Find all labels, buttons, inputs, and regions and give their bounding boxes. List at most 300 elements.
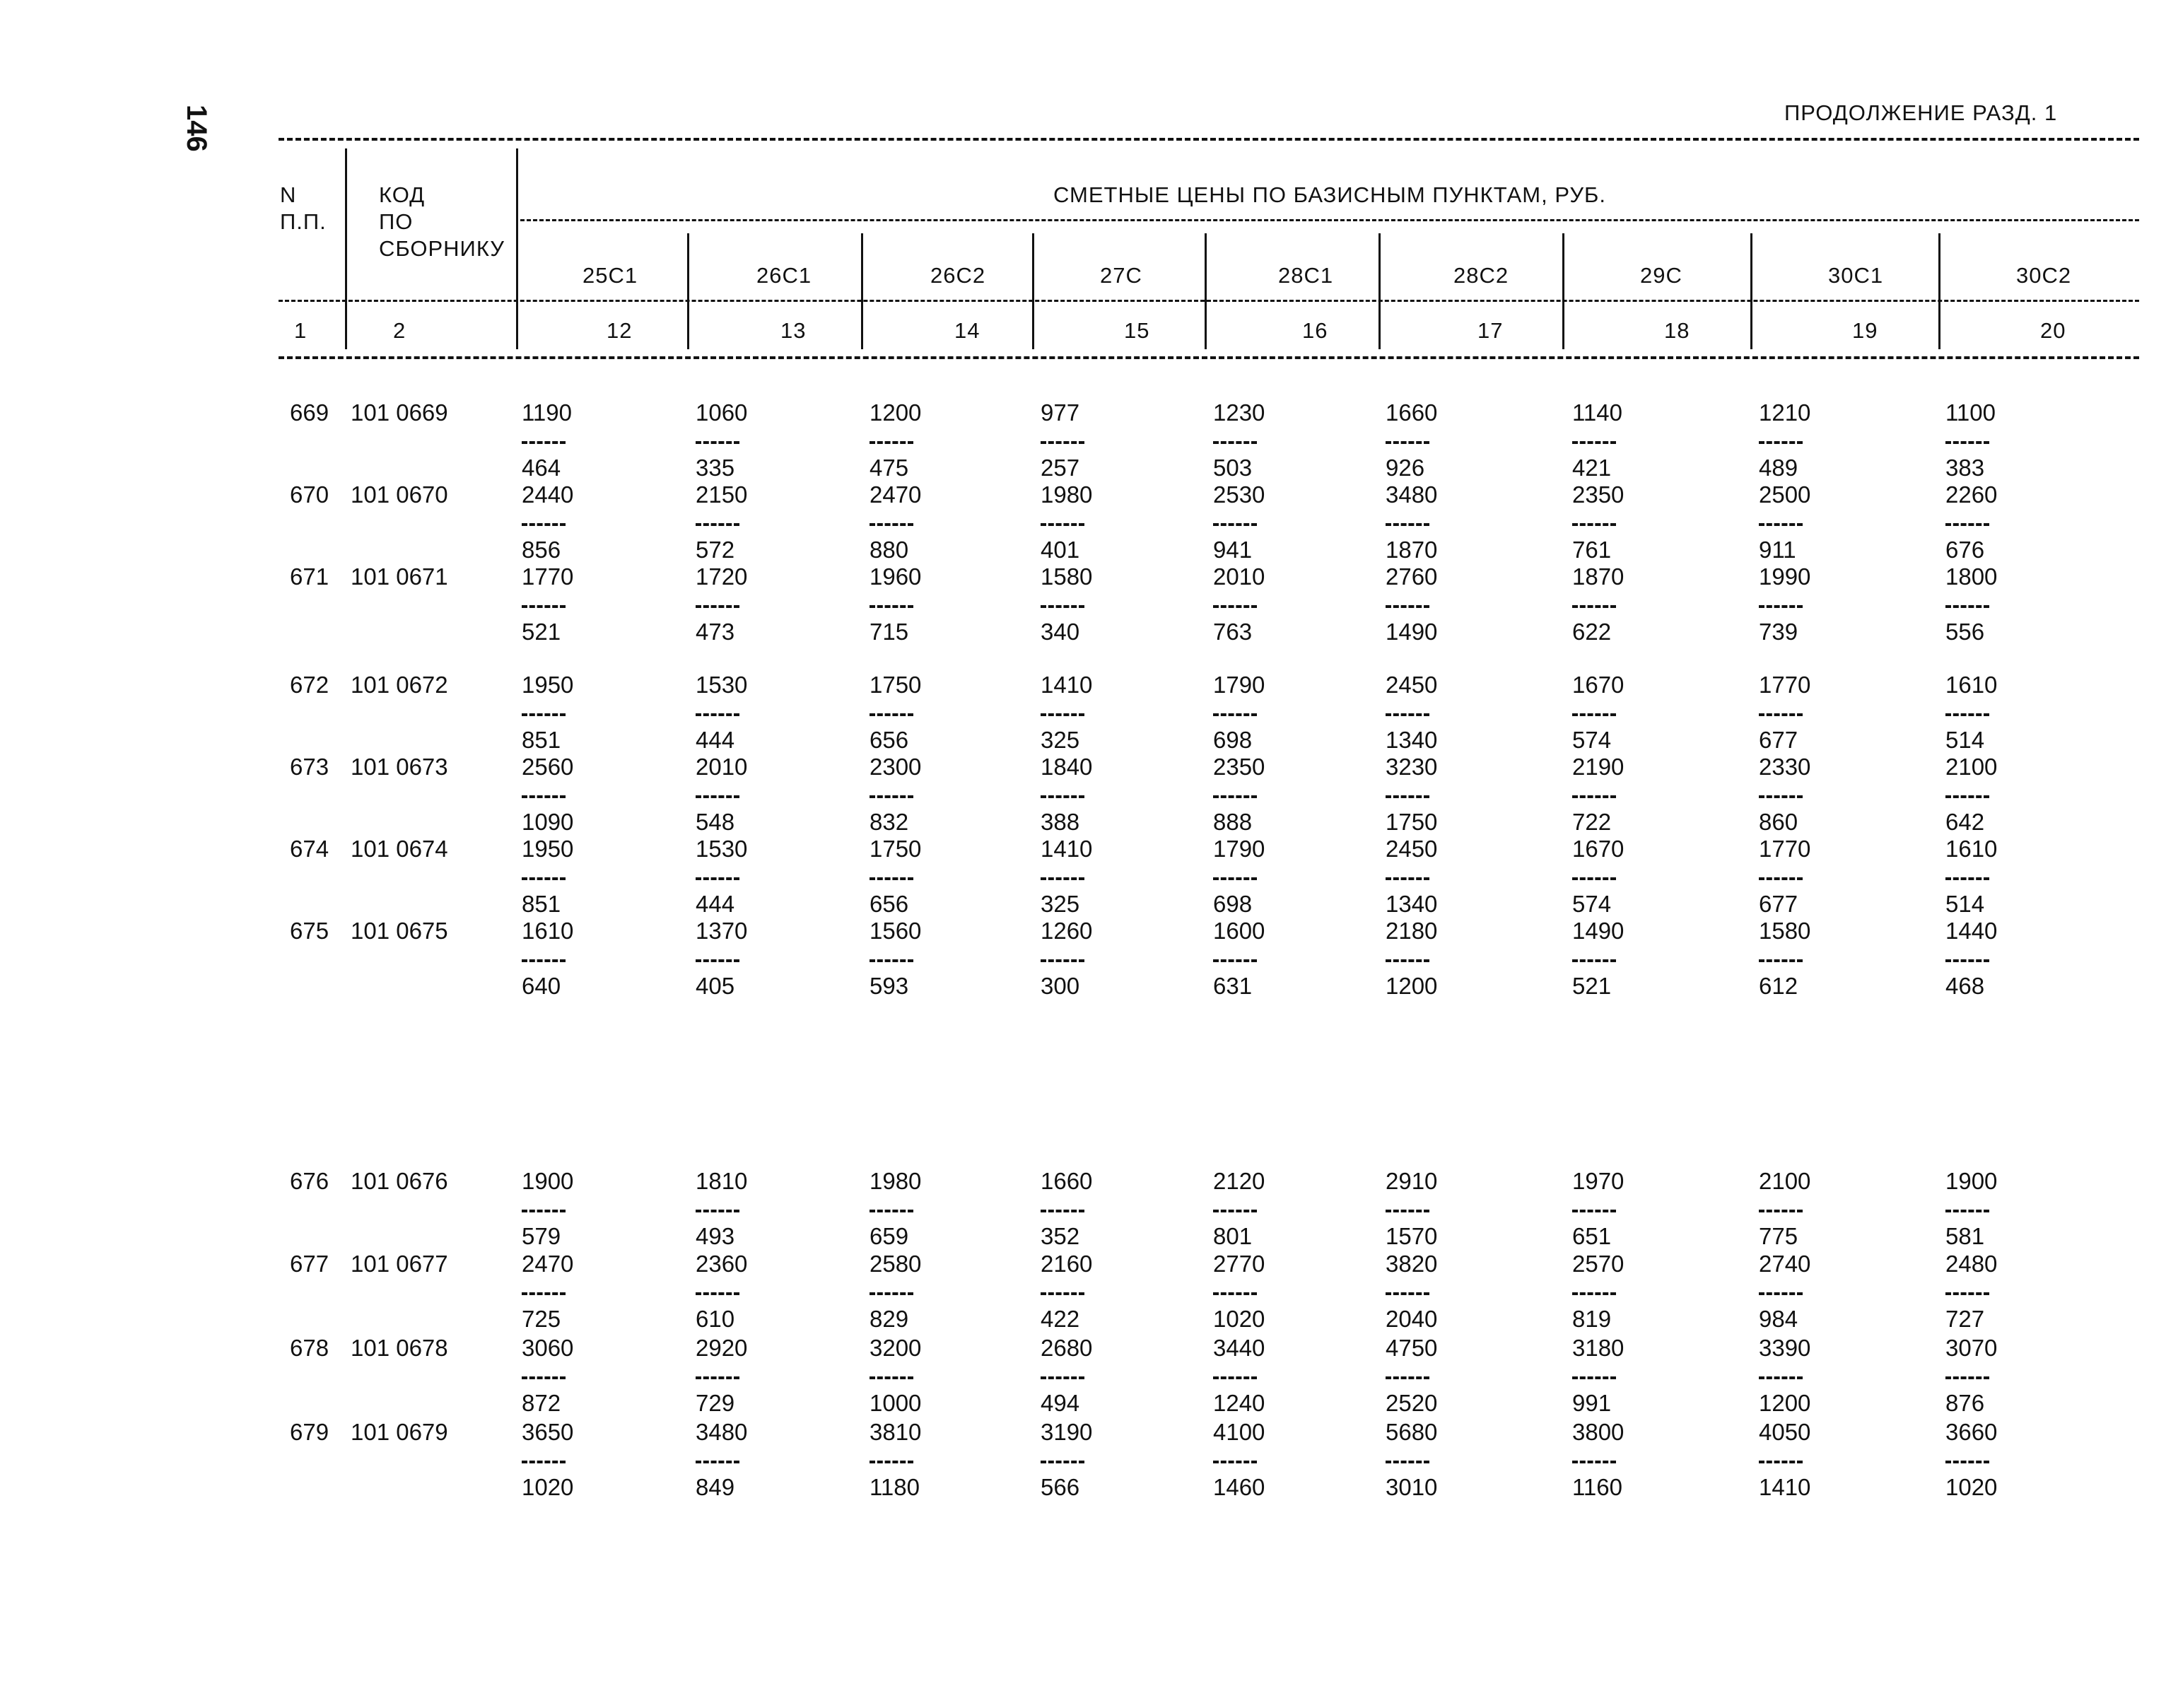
row-code: 101 0676 [351, 1168, 448, 1194]
price-wage: 775 [1759, 1223, 1798, 1249]
price-wage: 257 [1041, 455, 1080, 481]
price-wage: 1410 [1759, 1474, 1811, 1500]
price-wage: 801 [1213, 1223, 1253, 1249]
column-divider [1032, 233, 1034, 349]
row-number: 674 [290, 836, 329, 862]
fraction-bar [696, 1461, 739, 1463]
price-wage: 383 [1945, 455, 1985, 481]
price-total: 1790 [1213, 836, 1265, 862]
price-wage: 1570 [1386, 1223, 1438, 1249]
price-wage: 556 [1945, 619, 1985, 645]
price-wage: 422 [1041, 1306, 1080, 1332]
price-total: 2150 [696, 481, 748, 508]
price-total: 1750 [870, 836, 922, 862]
fraction-bar [1759, 1292, 1803, 1295]
price-wage: 725 [522, 1306, 561, 1332]
header-code-3: СБОРНИКУ [379, 236, 505, 261]
header-col-number: 20 [2040, 318, 2066, 343]
header-code-1: КОД [379, 182, 426, 207]
price-total: 1720 [696, 563, 748, 590]
fraction-bar [870, 1461, 913, 1463]
price-total: 2120 [1213, 1168, 1265, 1194]
price-wage: 761 [1572, 537, 1612, 563]
price-total: 3480 [1386, 481, 1438, 508]
rule-group [520, 219, 2139, 221]
price-total: 1970 [1572, 1168, 1624, 1194]
row-code: 101 0678 [351, 1335, 448, 1361]
price-total: 3800 [1572, 1419, 1624, 1445]
price-total: 2450 [1386, 672, 1438, 698]
price-wage: 421 [1572, 455, 1612, 481]
price-total: 4100 [1213, 1419, 1265, 1445]
fraction-bar [870, 795, 913, 798]
price-wage: 656 [870, 727, 909, 753]
fraction-bar [1386, 959, 1429, 962]
price-wage: 698 [1213, 727, 1253, 753]
price-total: 2530 [1213, 481, 1265, 508]
price-total: 2570 [1572, 1251, 1624, 1277]
price-total: 1490 [1572, 918, 1624, 944]
fraction-bar [522, 795, 566, 798]
fraction-bar [522, 441, 566, 444]
price-wage: 880 [870, 537, 909, 563]
fraction-bar [522, 1210, 566, 1212]
price-wage: 991 [1572, 1390, 1612, 1416]
price-total: 2450 [1386, 836, 1438, 862]
fraction-bar [1945, 441, 1989, 444]
price-wage: 489 [1759, 455, 1798, 481]
fraction-bar [1041, 441, 1084, 444]
fraction-bar [1041, 713, 1084, 716]
price-wage: 1020 [522, 1474, 574, 1500]
price-wage: 401 [1041, 537, 1080, 563]
price-wage: 388 [1041, 809, 1080, 835]
price-wage: 581 [1945, 1223, 1985, 1249]
price-total: 1610 [522, 918, 574, 944]
price-wage: 521 [522, 619, 561, 645]
price-total: 2440 [522, 481, 574, 508]
price-wage: 325 [1041, 727, 1080, 753]
row-code: 101 0679 [351, 1419, 448, 1445]
price-wage: 475 [870, 455, 909, 481]
fraction-bar [522, 1292, 566, 1295]
fraction-bar [1041, 877, 1084, 880]
fraction-bar [1759, 605, 1803, 608]
price-total: 1800 [1945, 563, 1998, 590]
fraction-bar [1572, 877, 1616, 880]
price-wage: 612 [1759, 973, 1798, 999]
price-wage: 872 [522, 1390, 561, 1416]
fraction-bar [870, 713, 913, 716]
price-wage: 521 [1572, 973, 1612, 999]
fraction-bar [696, 1210, 739, 1212]
fraction-bar [870, 877, 913, 880]
fraction-bar [696, 1376, 739, 1379]
fraction-bar [522, 1461, 566, 1463]
fraction-bar [1213, 441, 1257, 444]
fraction-bar [1759, 1376, 1803, 1379]
fraction-bar [1572, 1210, 1616, 1212]
price-total: 2910 [1386, 1168, 1438, 1194]
price-wage: 548 [696, 809, 735, 835]
fraction-bar [1945, 1292, 1989, 1295]
price-total: 2330 [1759, 754, 1811, 780]
row-number: 672 [290, 672, 329, 698]
price-total: 1190 [522, 399, 572, 426]
rule-header-mid [279, 300, 2139, 302]
fraction-bar [1572, 1376, 1616, 1379]
price-total: 3820 [1386, 1251, 1438, 1277]
fraction-bar [522, 523, 566, 526]
price-total: 1580 [1759, 918, 1811, 944]
header-code-2: ПО [379, 209, 414, 234]
price-wage: 876 [1945, 1390, 1985, 1416]
rule-top [279, 138, 2139, 141]
fraction-bar [1386, 795, 1429, 798]
header-point: 25С1 [583, 263, 638, 288]
fraction-bar [696, 959, 739, 962]
fraction-bar [1213, 877, 1257, 880]
price-total: 3180 [1572, 1335, 1624, 1361]
fraction-bar [522, 877, 566, 880]
row-code: 101 0673 [351, 754, 448, 780]
fraction-bar [1945, 959, 1989, 962]
price-wage: 722 [1572, 809, 1612, 835]
price-total: 2350 [1572, 481, 1624, 508]
price-wage: 593 [870, 973, 909, 999]
column-divider [1205, 233, 1207, 349]
row-number: 676 [290, 1168, 329, 1194]
price-wage: 819 [1572, 1306, 1612, 1332]
price-total: 1900 [522, 1168, 574, 1194]
header-col-number: 18 [1664, 318, 1690, 343]
price-wage: 860 [1759, 809, 1798, 835]
price-wage: 1340 [1386, 891, 1438, 917]
price-wage: 739 [1759, 619, 1798, 645]
fraction-bar [696, 441, 739, 444]
fraction-bar [1572, 713, 1616, 716]
header-col-number: 17 [1477, 318, 1504, 343]
price-total: 3660 [1945, 1419, 1998, 1445]
price-wage: 352 [1041, 1223, 1080, 1249]
price-total: 1660 [1041, 1168, 1093, 1194]
price-wage: 763 [1213, 619, 1253, 645]
price-wage: 631 [1213, 973, 1253, 999]
fraction-bar [1386, 1292, 1429, 1295]
fraction-bar [1386, 877, 1429, 880]
price-total: 1750 [870, 672, 922, 698]
price-total: 1900 [1945, 1168, 1998, 1194]
price-wage: 579 [522, 1223, 561, 1249]
price-total: 1840 [1041, 754, 1093, 780]
price-total: 1100 [1945, 399, 1996, 426]
fraction-bar [870, 441, 913, 444]
fraction-bar [696, 1292, 739, 1295]
price-wage: 677 [1759, 727, 1798, 753]
fraction-bar [1572, 1292, 1616, 1295]
price-total: 2160 [1041, 1251, 1093, 1277]
fraction-bar [1572, 1461, 1616, 1463]
price-wage: 444 [696, 727, 735, 753]
price-total: 3480 [696, 1419, 748, 1445]
fraction-bar [1213, 605, 1257, 608]
price-wage: 405 [696, 973, 735, 999]
price-wage: 856 [522, 537, 561, 563]
fraction-bar [870, 523, 913, 526]
price-total: 1260 [1041, 918, 1093, 944]
price-wage: 1000 [870, 1390, 922, 1416]
fraction-bar [1213, 523, 1257, 526]
fraction-bar [1386, 1461, 1429, 1463]
row-number: 670 [290, 481, 329, 508]
price-wage: 473 [696, 619, 735, 645]
price-total: 3190 [1041, 1419, 1093, 1445]
fraction-bar [870, 1376, 913, 1379]
fraction-bar [1386, 1376, 1429, 1379]
price-total: 1770 [1759, 836, 1811, 862]
header-col-number: 19 [1852, 318, 1878, 343]
price-total: 4050 [1759, 1419, 1811, 1445]
fraction-bar [1213, 959, 1257, 962]
fraction-bar [1759, 523, 1803, 526]
header-point: 27С [1100, 263, 1142, 288]
price-wage: 1460 [1213, 1474, 1265, 1500]
fraction-bar [1213, 1210, 1257, 1212]
fraction-bar [1945, 713, 1989, 716]
fraction-bar [1759, 441, 1803, 444]
price-total: 1610 [1945, 672, 1998, 698]
price-wage: 829 [870, 1306, 909, 1332]
price-wage: 1340 [1386, 727, 1438, 753]
fraction-bar [1041, 795, 1084, 798]
price-total: 2190 [1572, 754, 1624, 780]
price-wage: 1750 [1386, 809, 1438, 835]
column-divider [1562, 233, 1564, 349]
fraction-bar [870, 1292, 913, 1295]
price-total: 1530 [696, 836, 748, 862]
row-code: 101 0670 [351, 481, 448, 508]
fraction-bar [1041, 1461, 1084, 1463]
price-wage: 1200 [1386, 973, 1438, 999]
price-total: 1600 [1213, 918, 1265, 944]
fraction-bar [1213, 1461, 1257, 1463]
fraction-bar [1041, 1376, 1084, 1379]
price-total: 1410 [1041, 836, 1093, 862]
fraction-bar [522, 713, 566, 716]
price-wage: 911 [1759, 537, 1796, 563]
price-total: 3070 [1945, 1335, 1998, 1361]
price-wage: 677 [1759, 891, 1798, 917]
price-wage: 926 [1386, 455, 1425, 481]
price-total: 2010 [696, 754, 748, 780]
price-wage: 300 [1041, 973, 1080, 999]
fraction-bar [1759, 1210, 1803, 1212]
header-col-number: 16 [1302, 318, 1328, 343]
price-total: 1210 [1759, 399, 1811, 426]
header-point: 28С2 [1453, 263, 1509, 288]
price-total: 1140 [1572, 399, 1622, 426]
fraction-bar [870, 1210, 913, 1212]
column-divider [345, 148, 347, 349]
column-divider [1938, 233, 1940, 349]
price-total: 1670 [1572, 836, 1624, 862]
price-total: 2360 [696, 1251, 748, 1277]
fraction-bar [696, 523, 739, 526]
fraction-bar [1759, 1461, 1803, 1463]
price-wage: 1020 [1213, 1306, 1265, 1332]
fraction-bar [1759, 877, 1803, 880]
row-code: 101 0672 [351, 672, 448, 698]
header-point: 30С1 [1828, 263, 1884, 288]
price-wage: 468 [1945, 973, 1985, 999]
price-wage: 610 [696, 1306, 735, 1332]
price-wage: 340 [1041, 619, 1080, 645]
price-total: 1870 [1572, 563, 1624, 590]
price-wage: 1090 [522, 809, 574, 835]
price-wage: 2040 [1386, 1306, 1438, 1332]
price-wage: 851 [522, 727, 561, 753]
price-wage: 444 [696, 891, 735, 917]
header-n: N [280, 182, 297, 207]
fraction-bar [1945, 1376, 1989, 1379]
price-total: 1060 [696, 399, 748, 426]
price-wage: 1160 [1572, 1474, 1622, 1500]
price-wage: 729 [696, 1390, 735, 1416]
row-number: 673 [290, 754, 329, 780]
price-total: 3200 [870, 1335, 922, 1361]
price-wage: 503 [1213, 455, 1253, 481]
price-total: 1580 [1041, 563, 1093, 590]
price-total: 2100 [1759, 1168, 1811, 1194]
price-wage: 566 [1041, 1474, 1080, 1500]
price-wage: 941 [1213, 537, 1253, 563]
price-total: 1950 [522, 672, 574, 698]
price-total: 1960 [870, 563, 922, 590]
price-total: 1980 [870, 1168, 922, 1194]
price-total: 2770 [1213, 1251, 1265, 1277]
price-wage: 335 [696, 455, 735, 481]
price-wage: 574 [1572, 727, 1612, 753]
fraction-bar [1386, 1210, 1429, 1212]
fraction-bar [696, 795, 739, 798]
fraction-bar [522, 1376, 566, 1379]
price-total: 2920 [696, 1335, 748, 1361]
price-wage: 325 [1041, 891, 1080, 917]
price-wage: 464 [522, 455, 561, 481]
fraction-bar [1572, 441, 1616, 444]
price-wage: 849 [696, 1474, 735, 1500]
header-point: 26С1 [756, 263, 812, 288]
price-wage: 676 [1945, 537, 1985, 563]
price-total: 1370 [696, 918, 748, 944]
price-wage: 659 [870, 1223, 909, 1249]
fraction-bar [696, 713, 739, 716]
price-total: 1440 [1945, 918, 1998, 944]
price-total: 4750 [1386, 1335, 1438, 1361]
row-code: 101 0674 [351, 836, 448, 862]
price-total: 2680 [1041, 1335, 1093, 1361]
column-divider [1378, 233, 1381, 349]
fraction-bar [1213, 713, 1257, 716]
price-total: 1810 [696, 1168, 748, 1194]
price-wage: 851 [522, 891, 561, 917]
row-number: 675 [290, 918, 329, 944]
fraction-bar [1041, 1292, 1084, 1295]
column-divider [861, 233, 863, 349]
price-total: 2180 [1386, 918, 1438, 944]
price-total: 1660 [1386, 399, 1438, 426]
fraction-bar [1572, 959, 1616, 962]
column-divider [1750, 233, 1752, 349]
price-total: 2580 [870, 1251, 922, 1277]
row-number: 671 [290, 563, 329, 590]
fraction-bar [1041, 1210, 1084, 1212]
price-total: 3230 [1386, 754, 1438, 780]
price-wage: 715 [870, 619, 909, 645]
price-total: 1980 [1041, 481, 1093, 508]
price-wage: 698 [1213, 891, 1253, 917]
price-wage: 572 [696, 537, 735, 563]
row-number: 679 [290, 1419, 329, 1445]
fraction-bar [1759, 795, 1803, 798]
fraction-bar [696, 877, 739, 880]
price-total: 2100 [1945, 754, 1998, 780]
price-wage: 493 [696, 1223, 735, 1249]
fraction-bar [1386, 441, 1429, 444]
fraction-bar [1572, 523, 1616, 526]
price-total: 2500 [1759, 481, 1811, 508]
price-wage: 622 [1572, 619, 1612, 645]
price-total: 1770 [522, 563, 574, 590]
price-total: 3650 [522, 1419, 574, 1445]
price-wage: 1490 [1386, 619, 1438, 645]
price-total: 2760 [1386, 563, 1438, 590]
price-wage: 651 [1572, 1223, 1612, 1249]
fraction-bar [1945, 605, 1989, 608]
price-total: 2740 [1759, 1251, 1811, 1277]
price-total: 1790 [1213, 672, 1265, 698]
price-wage: 1020 [1945, 1474, 1998, 1500]
fraction-bar [522, 959, 566, 962]
price-wage: 494 [1041, 1390, 1080, 1416]
price-wage: 1180 [870, 1474, 920, 1500]
price-wage: 2520 [1386, 1390, 1438, 1416]
row-code: 101 0675 [351, 918, 448, 944]
price-total: 5680 [1386, 1419, 1438, 1445]
column-divider [516, 148, 518, 349]
fraction-bar [1759, 713, 1803, 716]
header-point: 30С2 [2016, 263, 2072, 288]
fraction-bar [870, 605, 913, 608]
price-total: 3390 [1759, 1335, 1811, 1361]
row-code: 101 0669 [351, 399, 448, 426]
fraction-bar [1386, 523, 1429, 526]
header-point: 26С2 [930, 263, 986, 288]
fraction-bar [1945, 877, 1989, 880]
price-total: 1200 [870, 399, 922, 426]
fraction-bar [1945, 795, 1989, 798]
price-total: 2300 [870, 754, 922, 780]
fraction-bar [1213, 1292, 1257, 1295]
fraction-bar [1213, 795, 1257, 798]
fraction-bar [1041, 959, 1084, 962]
price-total: 1770 [1759, 672, 1811, 698]
fraction-bar [1945, 1461, 1989, 1463]
header-col-number: 14 [954, 318, 980, 343]
header-col-number: 13 [780, 318, 807, 343]
price-wage: 514 [1945, 891, 1985, 917]
price-total: 1230 [1213, 399, 1265, 426]
